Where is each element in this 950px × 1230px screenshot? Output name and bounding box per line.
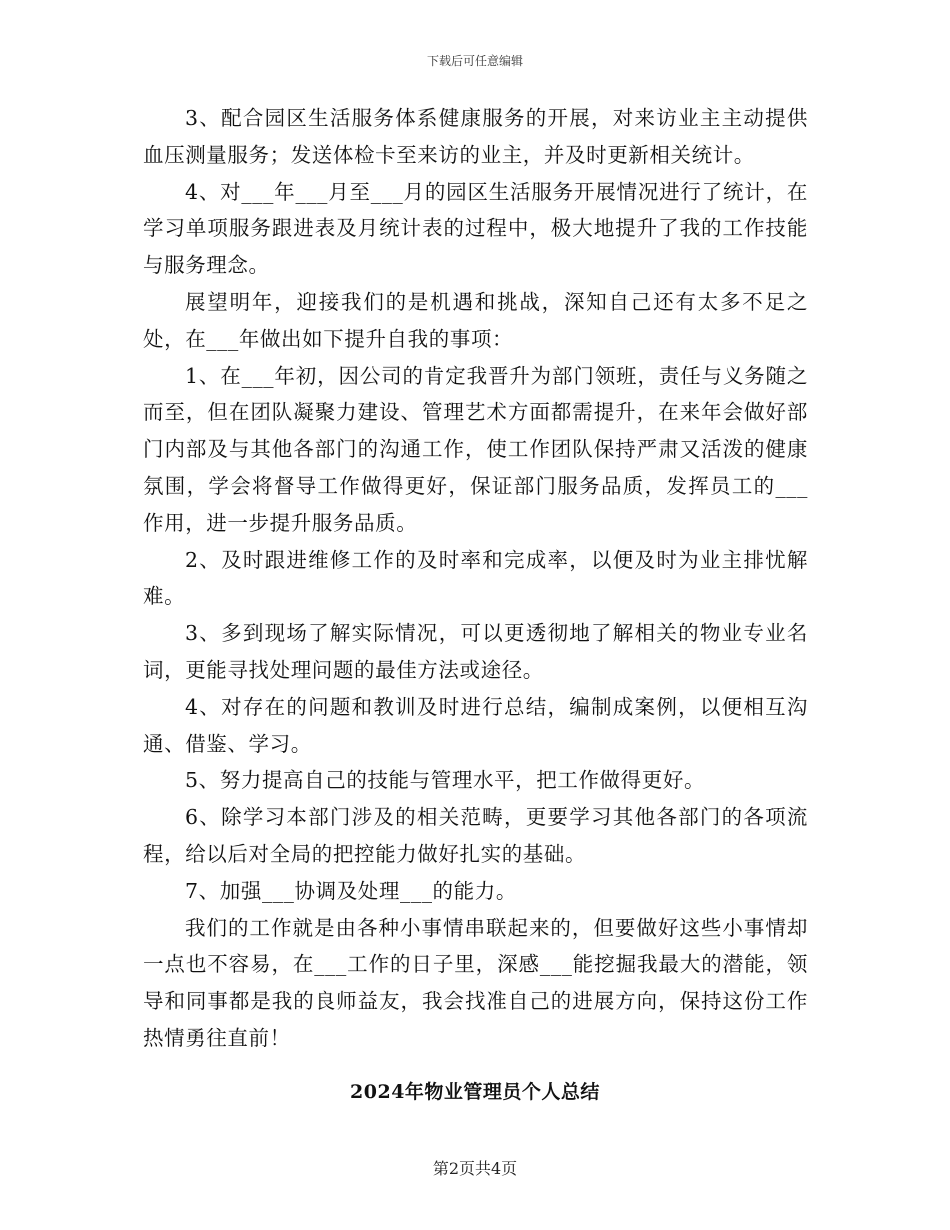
paragraph-plan-5: 5、努力提高自己的技能与管理水平，把工作做得更好。 (185, 768, 706, 793)
paragraph-plan-6: 6、除学习本部门涉及的相关范畴，更要学习其他各部门的各项流程，给以后对全局的把控能力做好扎实的基础。 (143, 805, 808, 866)
paragraph-plan-7: 7、加强___协调及处理___的能力。 (185, 878, 517, 903)
paragraph-closing: 我们的工作就是由各种小事情串联起来的，但要做好这些小事情却一点也不容易，在___工作的日子里，深感___能挖掘我最大的潜能，领导和同事都是我的良师益友，我会找准自己的进展方向，保持这份工作热情勇往直前！ (143, 915, 808, 1050)
paragraph-outlook: 展望明年，迎接我们的是机遇和挑战，深知自己还有太多不足之处，在___年做出如下提升自我的事项： (143, 289, 808, 351)
section-title: 2024年物业管理员个人总结 (350, 1081, 600, 1103)
document-body (143, 100, 808, 1057)
paragraph-plan-4: 4、对存在的问题和教训及时进行总结，编制成案例，以便相互沟通、借鉴、学习。 (143, 694, 808, 756)
paragraph-plan-2: 2、及时跟进维修工作的及时率和完成率，以便及时为业主排忧解难。 (143, 547, 808, 609)
page-footer-page-number: 第2页共4页 (432, 1159, 518, 1178)
page-header-note: 下载后可任意编辑 (426, 54, 523, 68)
paragraph-plan-1: 1、在___年初，因公司的肯定我晋升为部门领班，责任与义务随之而至，但在团队凝聚力建设、管理艺术方面都需提升，在来年会做好部门内部及与其他各部门的沟通工作，使工作团队保持严肃又活泼的健康氛围，学会将督导工作做得更好，保证部门服务品质，发挥员工的___作用，进一步提升服务品质。 (143, 363, 808, 535)
paragraph-item-3-health-service: 3、配合园区生活服务体系健康服务的开展，对来访业主主动提供血压测量服务；发送体检卡至来访的业主，并及时更新相关统计。 (143, 106, 808, 167)
paragraph-plan-3: 3、多到现场了解实际情况，可以更透彻地了解相关的物业专业名词，更能寻找处理问题的最佳方法或途径。 (143, 621, 808, 682)
paragraph-item-4-statistics: 4、对___年___月至___月的园区生活服务开展情况进行了统计，在学习单项服务跟进表及月统计表的过程中，极大地提升了我的工作技能与服务理念。 (143, 179, 808, 278)
